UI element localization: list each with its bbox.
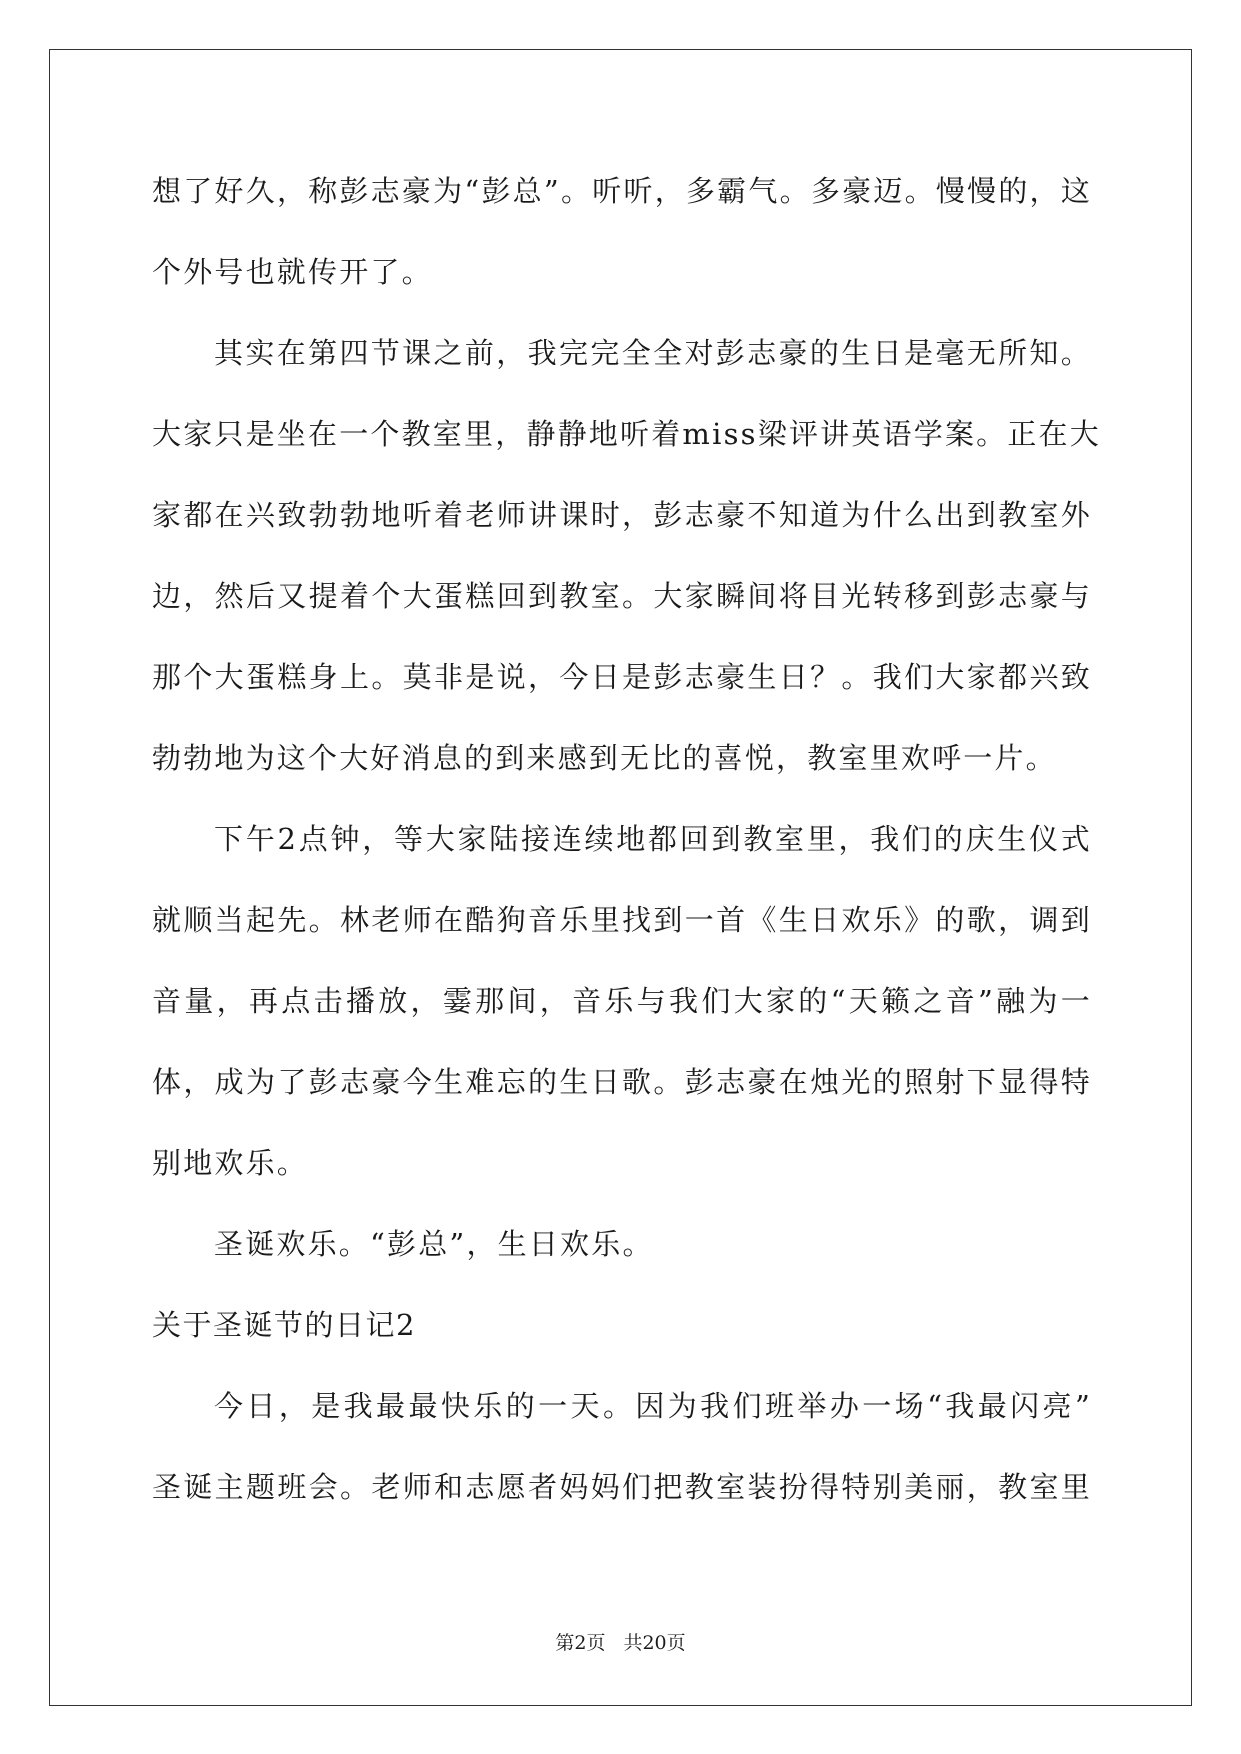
paragraph-first-line: 圣诞欢乐。“彭总”，生日欢乐。 [214, 1227, 654, 1261]
text-line: 别地欢乐。 [152, 1146, 309, 1180]
text-line: 就顺当起先。林老师在酷狗音乐里找到一首《生日欢乐》的歌，调到 [152, 903, 1092, 937]
page-number: 第2页 [555, 1632, 606, 1654]
text-line: 圣诞主题班会。老师和志愿者妈妈们把教室装扮得特别美丽，教室里 [152, 1470, 1092, 1504]
section-heading: 关于圣诞节的日记2 [152, 1308, 416, 1342]
text-line: 大家只是坐在一个教室里，静静地听着miss梁评讲英语学案。正在大 [152, 417, 1101, 451]
paragraph-first-line: 今日，是我最最快乐的一天。因为我们班举办一场“我最闪亮” [214, 1389, 1092, 1423]
text-line: 家都在兴致勃勃地听着老师讲课时，彭志豪不知道为什么出到教室外 [152, 498, 1092, 532]
document-body [152, 165, 1101, 1542]
text-line: 体，成为了彭志豪今生难忘的生日歌。彭志豪在烛光的照射下显得特 [152, 1065, 1092, 1099]
paragraph-first-line: 下午2点钟，等大家陆接连续地都回到教室里，我们的庆生仪式 [214, 822, 1092, 856]
text-line: 那个大蛋糕身上。莫非是说，今日是彭志豪生日？。我们大家都兴致 [152, 660, 1092, 694]
paragraph-first-line: 其实在第四节课之前，我完完全全对彭志豪的生日是毫无所知。 [214, 336, 1092, 370]
text-line: 勃勃地为这个大好消息的到来感到无比的喜悦，教室里欢呼一片。 [152, 741, 1057, 775]
text-line: 音量，再点击播放，霎那间，音乐与我们大家的“天籁之音”融为一 [152, 984, 1092, 1018]
text-line: 边，然后又提着个大蛋糕回到教室。大家瞬间将目光转移到彭志豪与 [152, 579, 1092, 613]
page-total: 共20页 [623, 1632, 686, 1654]
text-line: 想了好久，称彭志豪为“彭总”。听听，多霸气。多豪迈。慢慢的，这 [152, 174, 1092, 208]
page-footer [0, 1628, 1241, 1655]
text-line: 个外号也就传开了。 [152, 255, 433, 289]
